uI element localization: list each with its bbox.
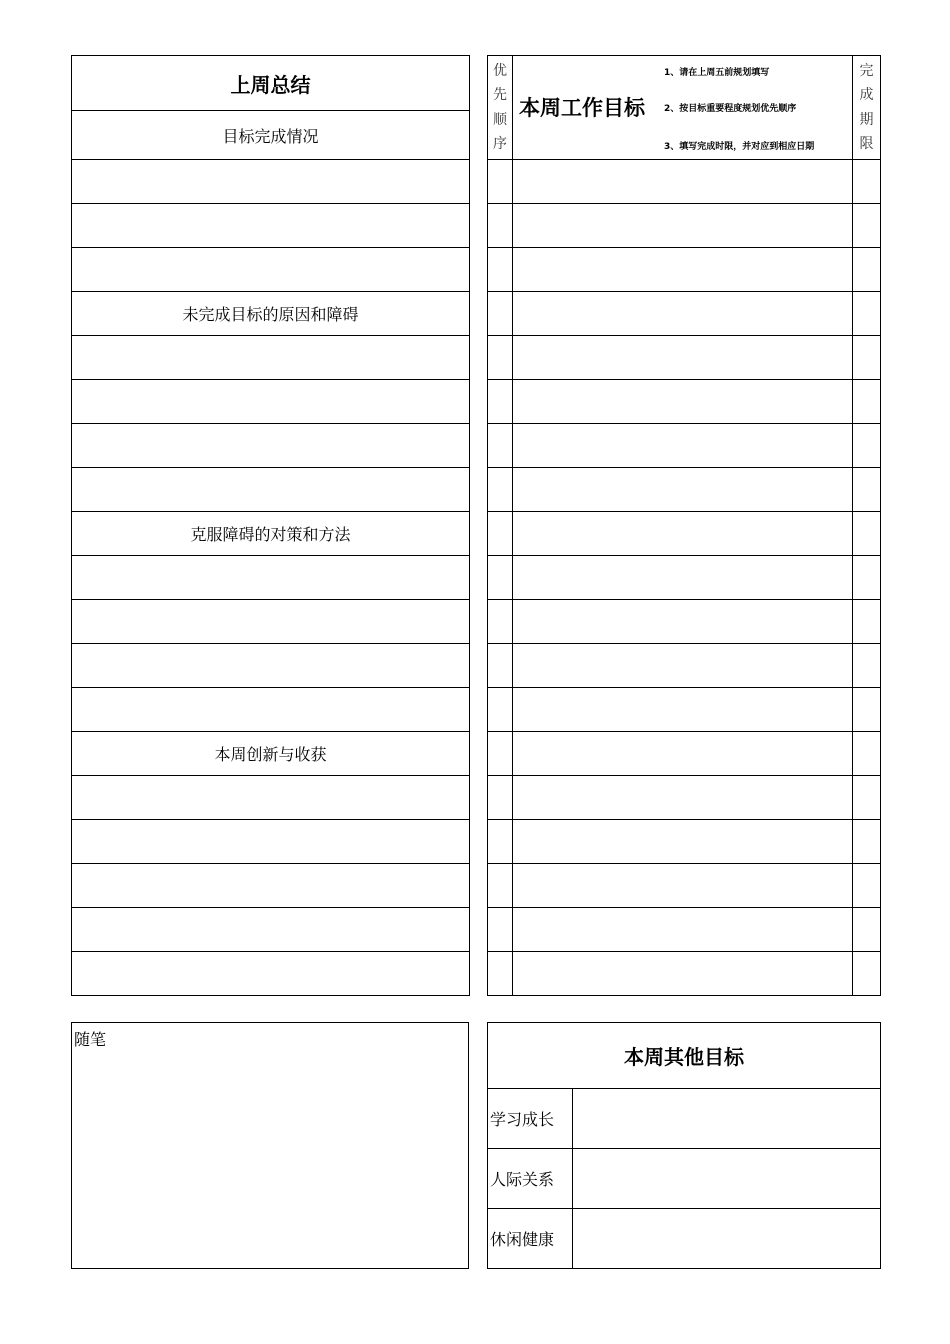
goal-cell[interactable] [513, 864, 853, 908]
obstacles-row[interactable] [72, 468, 470, 512]
deadline-header: 完 成 期 限 [853, 56, 881, 160]
goal-cell[interactable] [513, 336, 853, 380]
other-goals-title: 本周其他目标 [488, 1023, 881, 1089]
goal-cell[interactable] [513, 512, 853, 556]
obstacles-row[interactable] [72, 380, 470, 424]
priority-cell[interactable] [488, 380, 513, 424]
deadline-cell[interactable] [853, 952, 881, 996]
goal-row [488, 556, 881, 600]
priority-cell[interactable] [488, 204, 513, 248]
obstacles-row[interactable] [72, 336, 470, 380]
priority-cell[interactable] [488, 556, 513, 600]
priority-cell[interactable] [488, 644, 513, 688]
priority-cell[interactable] [488, 468, 513, 512]
this-week-goals-header [513, 56, 853, 160]
goal-cell[interactable] [513, 160, 853, 204]
deadline-cell[interactable] [853, 380, 881, 424]
priority-cell[interactable] [488, 776, 513, 820]
innovation-row[interactable] [72, 952, 470, 996]
goal-status-header: 目标完成情况 [72, 111, 470, 160]
goal-cell[interactable] [513, 688, 853, 732]
category-relationships-input[interactable] [573, 1149, 881, 1209]
goal-row [488, 512, 881, 556]
obstacles-header: 未完成目标的原因和障碍 [72, 292, 470, 336]
goal-status-row[interactable] [72, 160, 470, 204]
goal-status-row[interactable] [72, 248, 470, 292]
goal-row [488, 292, 881, 336]
deadline-cell[interactable] [853, 864, 881, 908]
priority-cell[interactable] [488, 688, 513, 732]
goal-cell[interactable] [513, 732, 853, 776]
deadline-cell[interactable] [853, 424, 881, 468]
instruction-note-3: 3、填写完成时限，并对应到相应日期 [664, 142, 815, 152]
goal-row [488, 908, 881, 952]
goal-cell[interactable] [513, 776, 853, 820]
category-leisure-health: 休闲健康 [488, 1209, 573, 1269]
priority-cell[interactable] [488, 336, 513, 380]
goal-row [488, 820, 881, 864]
goal-cell[interactable] [513, 908, 853, 952]
goal-cell[interactable] [513, 292, 853, 336]
goal-row [488, 732, 881, 776]
countermeasures-row[interactable] [72, 688, 470, 732]
priority-cell[interactable] [488, 292, 513, 336]
goal-row [488, 336, 881, 380]
last-week-summary-table [71, 55, 470, 996]
countermeasures-row[interactable] [72, 600, 470, 644]
deadline-cell[interactable] [853, 248, 881, 292]
instruction-note-1: 1、请在上周五前规划填写 [664, 68, 770, 78]
deadline-cell[interactable] [853, 908, 881, 952]
goal-cell[interactable] [513, 600, 853, 644]
deadline-cell[interactable] [853, 468, 881, 512]
obstacles-row[interactable] [72, 424, 470, 468]
goal-status-row[interactable] [72, 204, 470, 248]
goal-row [488, 248, 881, 292]
goal-cell[interactable] [513, 380, 853, 424]
deadline-cell[interactable] [853, 688, 881, 732]
other-goals-table [487, 1022, 881, 1269]
goal-cell[interactable] [513, 424, 853, 468]
goal-row [488, 776, 881, 820]
category-learning: 学习成长 [488, 1089, 573, 1149]
deadline-cell[interactable] [853, 160, 881, 204]
goal-cell[interactable] [513, 204, 853, 248]
category-leisure-health-input[interactable] [573, 1209, 881, 1269]
this-week-goals-table [487, 55, 881, 996]
deadline-cell[interactable] [853, 336, 881, 380]
countermeasures-row[interactable] [72, 556, 470, 600]
goal-row [488, 952, 881, 996]
goal-cell[interactable] [513, 820, 853, 864]
goal-row [488, 468, 881, 512]
innovation-row[interactable] [72, 908, 470, 952]
deadline-cell[interactable] [853, 820, 881, 864]
goal-cell[interactable] [513, 556, 853, 600]
priority-cell[interactable] [488, 248, 513, 292]
goal-row [488, 424, 881, 468]
deadline-cell[interactable] [853, 556, 881, 600]
goal-cell[interactable] [513, 468, 853, 512]
category-learning-input[interactable] [573, 1089, 881, 1149]
category-relationships: 人际关系 [488, 1149, 573, 1209]
notes-label: 随笔 [74, 1030, 107, 1049]
priority-header: 优 先 顺 序 [488, 56, 513, 160]
goal-cell[interactable] [513, 248, 853, 292]
priority-cell[interactable] [488, 732, 513, 776]
deadline-cell[interactable] [853, 644, 881, 688]
innovation-row[interactable] [72, 820, 470, 864]
instruction-note-2: 2、按目标重要程度规划优先顺序 [664, 104, 797, 114]
countermeasures-header: 克服障碍的对策和方法 [72, 512, 470, 556]
goal-rows [488, 160, 881, 996]
countermeasures-row[interactable] [72, 644, 470, 688]
deadline-cell[interactable] [853, 204, 881, 248]
goal-row [488, 160, 881, 204]
deadline-cell[interactable] [853, 776, 881, 820]
priority-cell[interactable] [488, 600, 513, 644]
deadline-cell[interactable] [853, 292, 881, 336]
goal-cell[interactable] [513, 644, 853, 688]
priority-cell[interactable] [488, 952, 513, 996]
priority-cell[interactable] [488, 864, 513, 908]
this-week-title: 本周工作目标 [519, 96, 645, 120]
goal-row [488, 600, 881, 644]
priority-cell[interactable] [488, 908, 513, 952]
last-week-title: 上周总结 [72, 56, 470, 111]
goal-row [488, 688, 881, 732]
innovation-header: 本周创新与收获 [72, 732, 470, 776]
deadline-cell[interactable] [853, 732, 881, 776]
deadline-cell[interactable] [853, 512, 881, 556]
innovation-row[interactable] [72, 776, 470, 820]
deadline-cell[interactable] [853, 600, 881, 644]
priority-cell[interactable] [488, 512, 513, 556]
goal-row [488, 204, 881, 248]
priority-cell[interactable] [488, 424, 513, 468]
priority-cell[interactable] [488, 820, 513, 864]
goal-row [488, 380, 881, 424]
innovation-row[interactable] [72, 864, 470, 908]
goal-row [488, 644, 881, 688]
priority-cell[interactable] [488, 160, 513, 204]
notes-box[interactable] [71, 1022, 469, 1269]
goal-cell[interactable] [513, 952, 853, 996]
goal-row [488, 864, 881, 908]
